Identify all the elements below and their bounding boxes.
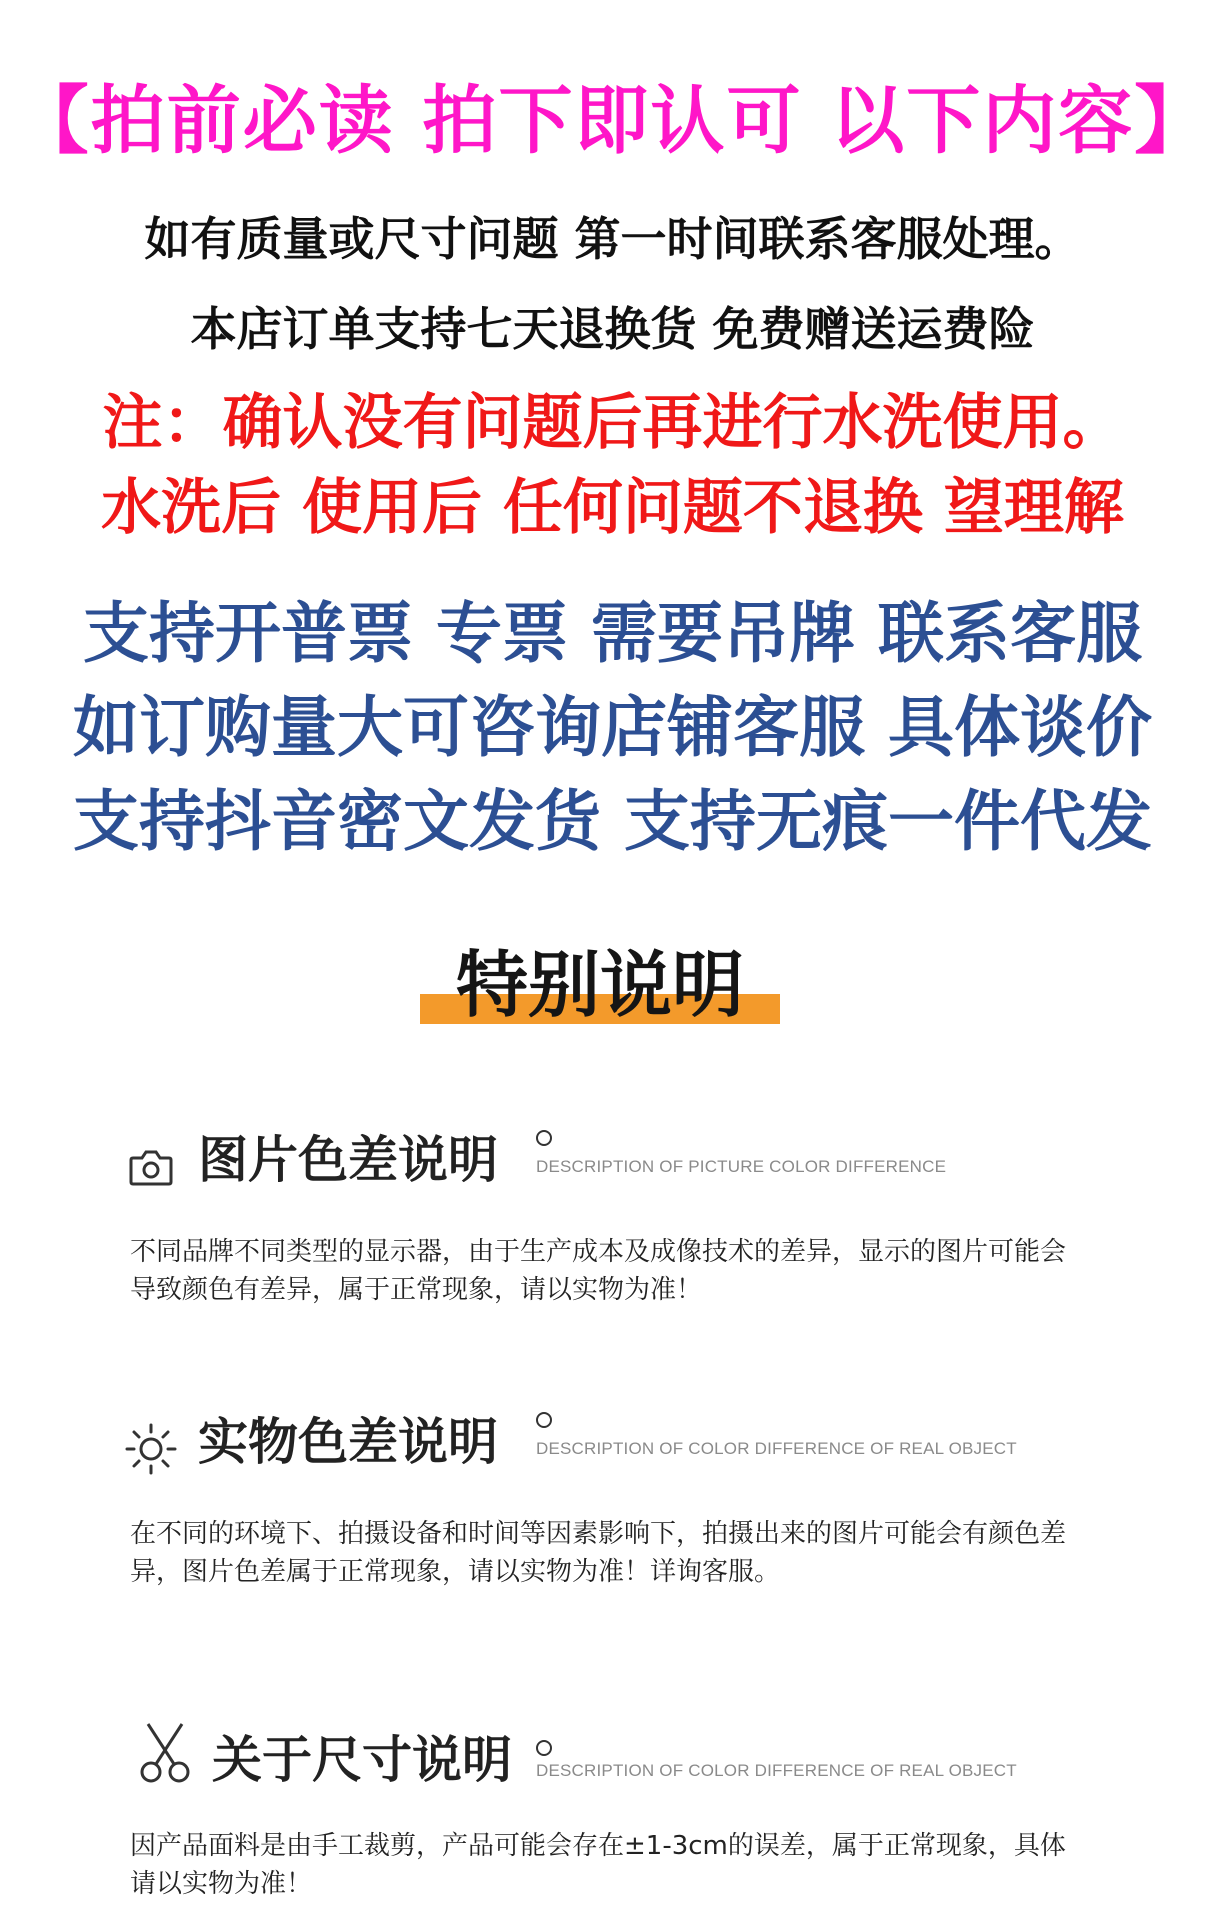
quality-notice: 如有质量或尺寸问题 第一时间联系客服处理。 — [144, 212, 1081, 266]
section-title: 关于尺寸说明 — [212, 1731, 512, 1789]
return-policy: 本店订单支持七天退换货 免费赠送运费险 — [190, 302, 1035, 356]
special-notes-heading — [420, 940, 780, 1030]
section-title: 实物色差说明 — [198, 1413, 498, 1471]
section-body: 因产品面料是由手工裁剪，产品可能会存在±1-3cm的误差，属于正常现象，具体请以实物为准！ — [130, 1831, 1066, 1899]
section-subtitle: DESCRIPTION OF PICTURE COLOR DIFFERENCE — [536, 1157, 947, 1176]
special-notes-title: 特别说明 — [455, 943, 744, 1027]
camera-icon — [128, 1148, 174, 1188]
section-body: 不同品牌不同类型的显示器，由于生产成本及成像技术的差异，显示的图片可能会导致颜色有差异，属于正常现象，请以实物为准！ — [130, 1237, 1067, 1305]
sun-icon — [124, 1422, 178, 1476]
circle-marker-icon — [536, 1412, 552, 1428]
no-return-warning: 水洗后 使用后 任何问题不退换 望理解 — [101, 473, 1124, 543]
headline: 【拍前必读 拍下即认可 以下内容】 — [14, 78, 1211, 164]
invoice-info: 支持开普票 专票 需要吊牌 联系客服 — [83, 595, 1142, 672]
section-subtitle: DESCRIPTION OF COLOR DIFFERENCE OF REAL OBJECT — [536, 1761, 1017, 1780]
circle-marker-icon — [536, 1740, 552, 1756]
section-body: 在不同的环境下、拍摄设备和时间等因素影响下，拍摄出来的图片可能会有颜色差异，图片色差属于正常现象，请以实物为准！详询客服。 — [130, 1519, 1067, 1587]
circle-marker-icon — [536, 1130, 552, 1146]
section-subtitle: DESCRIPTION OF COLOR DIFFERENCE OF REAL OBJECT — [536, 1439, 1017, 1458]
shipping-info: 支持抖音密文发货 支持无痕一件代发 — [73, 783, 1152, 860]
section-title: 图片色差说明 — [198, 1131, 498, 1189]
wash-warning: 注：确认没有问题后再进行水洗使用。 — [102, 388, 1123, 458]
bulk-order-info: 如订购量大可咨询店铺客服 具体谈价 — [73, 689, 1152, 766]
scissors-icon — [138, 1720, 192, 1786]
